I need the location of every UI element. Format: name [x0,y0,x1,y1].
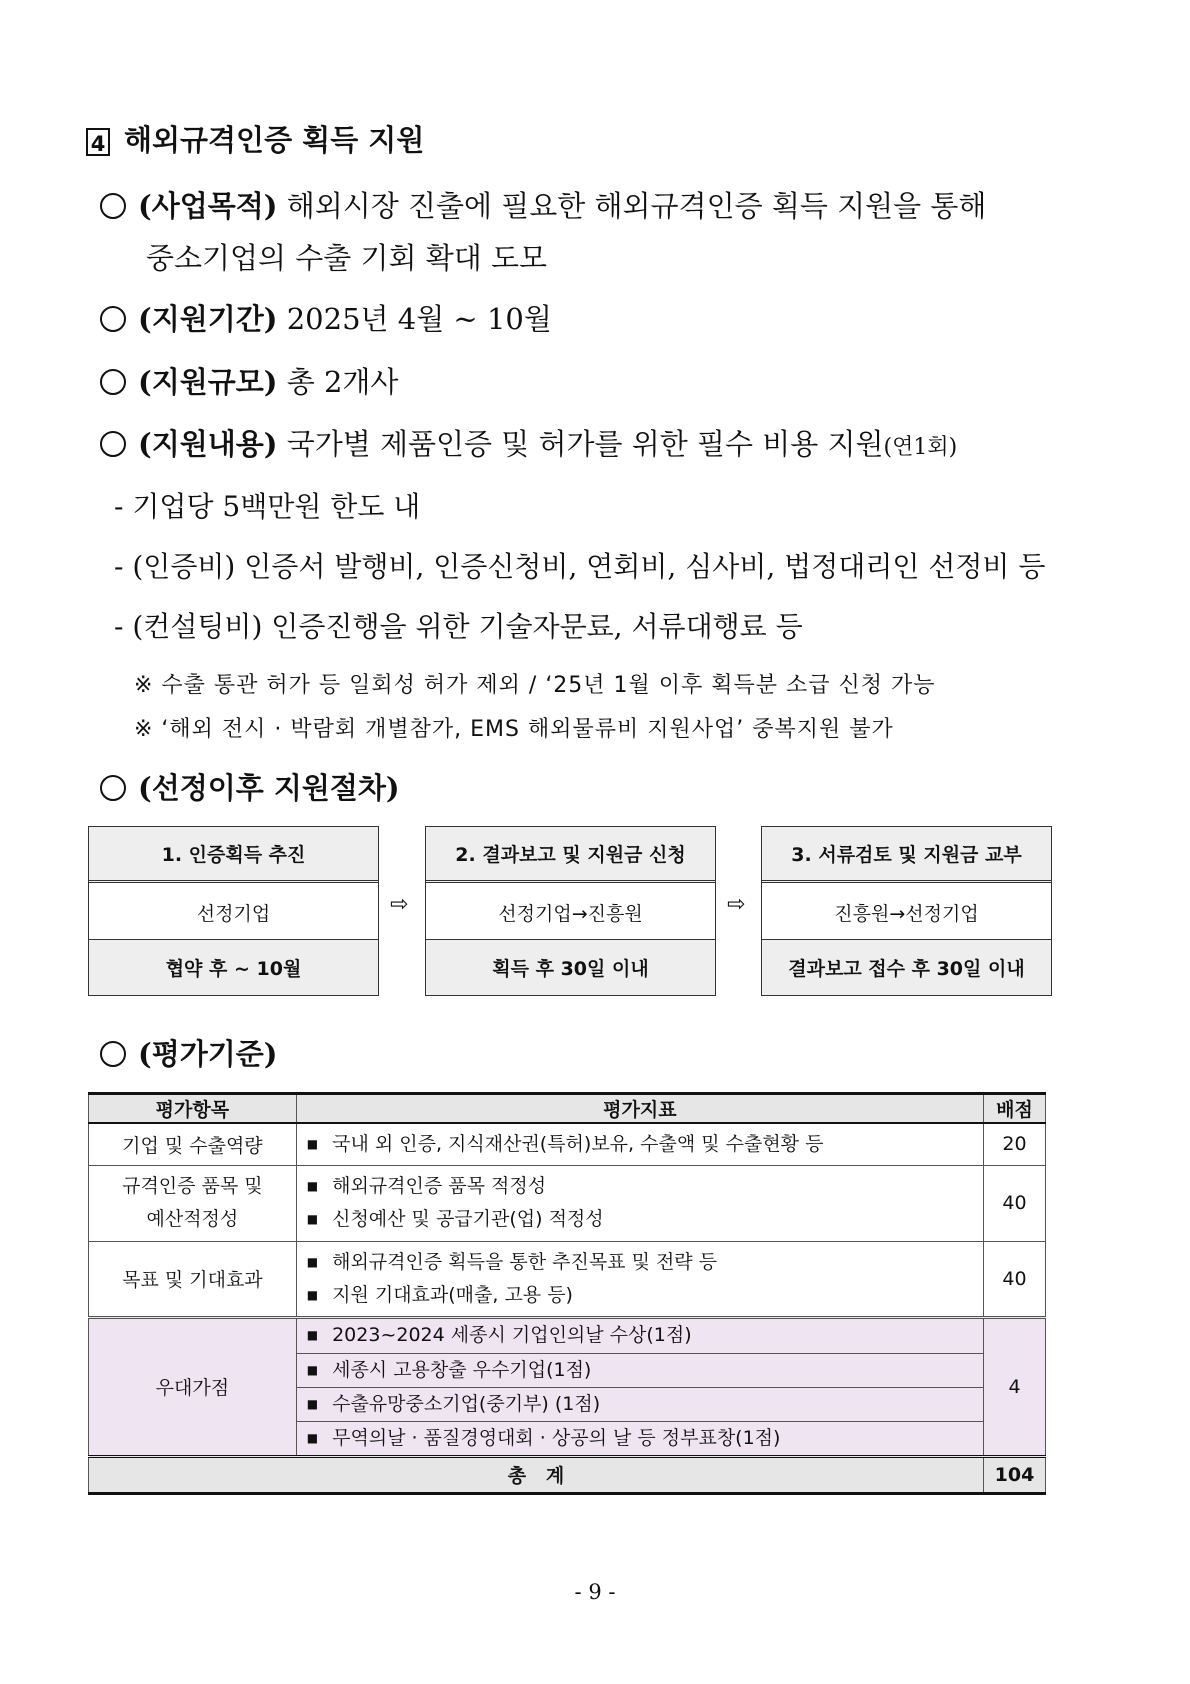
total-label: 총 계 [89,1456,984,1493]
category-line: 예산적정성 [146,1208,239,1230]
item-content [100,422,957,463]
page-number: - 9 - [574,1580,616,1604]
preference-score: 4 [983,1317,1045,1456]
detail-line: - (인증비) 인증서 발행비, 인증신청비, 연회비, 심사비, 법정대리인 선정비 등 [114,550,1046,583]
indicator-item: ■ 2023~2024 세종시 기업인의날 수상(1점) [307,1319,973,1352]
table-row [89,1241,1046,1317]
section-number: 4 [86,128,110,156]
procedure-step-3 [761,826,1052,996]
total-score: 104 [983,1456,1045,1493]
row-indicators [296,1123,983,1165]
procedure-step-2 [425,826,716,996]
arrow-right-icon: ⇨ [390,892,409,917]
step-title: 2. 결과보고 및 지원금 신청 [426,827,715,883]
category-line: 규격인증 품목 및 [122,1175,263,1197]
item-small: (연1회) [883,435,958,460]
item-text: 국가별 제품인증 및 허가를 위한 필수 비용 지원 [286,427,884,461]
preference-indicator [296,1353,983,1387]
note-line: ※ ‘해외 전시 · 박람회 개별참가, EMS 해외물류비 지원사업’ 중복지원 불가 [134,717,894,742]
row-category [89,1165,297,1241]
preference-category: 우대가점 [89,1317,297,1456]
indicator-item: ■ 신청예산 및 공급기관(업) 적정성 [307,1203,973,1236]
table-row [89,1123,1046,1165]
indicator-item: ■ 수출유망중소기업(중기부) (1점) [307,1388,973,1421]
row-category: 기업 및 수출역량 [89,1123,297,1165]
step-actor: 선정기업 [89,886,378,940]
item-label: (지원기간) [138,302,278,336]
table-row [89,1165,1046,1241]
step-period: 결과보고 접수 후 30일 이내 [762,940,1051,995]
circle-bullet-icon [100,775,126,801]
step-period: 협약 후 ~ 10월 [89,940,378,995]
step-actor: 진흥원→선정기업 [762,886,1051,940]
preference-indicator [296,1421,983,1456]
row-score: 20 [983,1123,1045,1165]
indicator-item: ■ 무역의날 · 품질경영대회 · 상공의 날 등 정부표창(1점) [307,1422,973,1455]
circle-bullet-icon [100,306,126,332]
item-label: (사업목적) [138,189,278,223]
header-category: 평가항목 [89,1094,297,1124]
table-row-preference [89,1317,1046,1353]
criteria-table [88,1092,1046,1495]
item-text: 2025년 4월 ~ 10월 [286,302,552,336]
indicator-item: ■ 해외규격인증 획득을 통한 추진목표 및 전략 등 [307,1246,973,1279]
circle-bullet-icon [100,193,126,219]
detail-line: - 기업당 5백만원 한도 내 [114,490,421,523]
row-indicators [296,1165,983,1241]
note-line: ※ 수출 통관 허가 등 일회성 허가 제외 / ‘25년 1월 이후 획득분 소급 신청 가능 [134,673,936,698]
step-title: 3. 서류검토 및 지원금 교부 [762,827,1051,883]
item-purpose-cont: 중소기업의 수출 기회 확대 도모 [146,241,548,275]
arrow-right-icon: ⇨ [727,892,746,917]
circle-bullet-icon [100,369,126,395]
row-score: 40 [983,1241,1045,1317]
row-score: 40 [983,1165,1045,1241]
circle-bullet-icon [100,1041,126,1067]
header-indicator: 평가지표 [296,1094,983,1124]
section-title-text: 해외규격인증 획득 지원 [124,123,425,157]
step-title: 1. 인증획득 추진 [89,827,378,883]
header-score: 배점 [983,1094,1045,1124]
item-scale [100,360,398,401]
row-category: 목표 및 기대효과 [89,1241,297,1317]
item-period [100,297,552,338]
circle-bullet-icon [100,431,126,457]
indicator-item: ■ 세종시 고용창출 우수기업(1점) [307,1354,973,1387]
preference-indicator [296,1387,983,1421]
section-title [86,118,424,159]
criteria-heading [100,1032,278,1073]
indicator-item: ■ 국내 외 인증, 지식재산권(특허)보유, 수출액 및 수출현황 등 [307,1128,973,1161]
item-text: 해외시장 진출에 필요한 해외규격인증 획득 지원을 통해 [286,189,987,223]
indicator-item: ■ 해외규격인증 품목 적정성 [307,1170,973,1203]
preference-indicator [296,1317,983,1353]
criteria-label: (평가기준) [138,1037,278,1071]
step-actor: 선정기업→진흥원 [426,886,715,940]
row-indicators [296,1241,983,1317]
procedure-label: (선정이후 지원절차) [138,771,400,805]
procedure-step-1 [88,826,379,996]
item-label: (지원규모) [138,365,278,399]
table-header-row [89,1094,1046,1124]
indicator-item: ■ 지원 기대효과(매출, 고용 등) [307,1279,973,1312]
item-purpose [100,184,986,225]
table-total-row [89,1456,1046,1493]
item-label: (지원내용) [138,427,278,461]
detail-line: - (컨설팅비) 인증진행을 위한 기술자문료, 서류대행료 등 [114,610,803,643]
step-period: 획득 후 30일 이내 [426,940,715,995]
item-text: 총 2개사 [286,365,399,399]
procedure-heading [100,766,400,807]
